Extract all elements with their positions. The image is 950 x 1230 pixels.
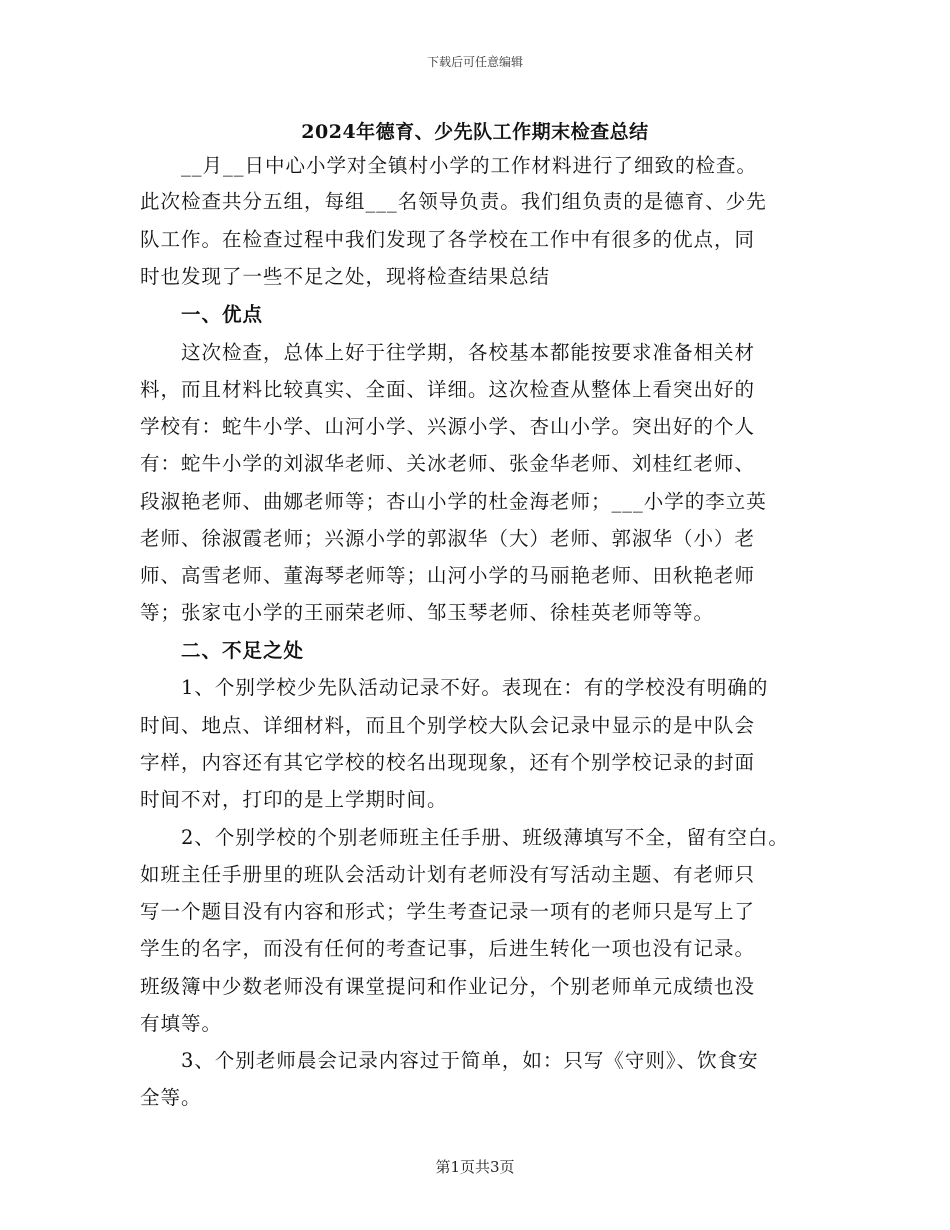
- body-line: 队工作。在检查过程中我们发现了各学校在工作中有很多的优点，同: [140, 228, 756, 251]
- body-line: 老师、徐淑霞老师；兴源小学的郭淑华（大）老师、郭淑华（小）老: [140, 527, 756, 550]
- body-line: 此次检查共分五组，每组___名领导负责。我们组负责的是德育、少先: [140, 190, 767, 213]
- body-line: 全等。: [140, 1086, 202, 1109]
- body-line: 这次检查，总体上好于往学期，各校基本都能按要求准备相关材: [140, 341, 756, 364]
- body-line: 等；张家屯小学的王丽荣老师、邹玉琴老师、徐桂英老师等等。: [140, 601, 715, 624]
- section-heading: 一、优点: [140, 303, 264, 326]
- section-heading: 二、不足之处: [140, 639, 305, 662]
- body-line: 有填等。: [140, 1012, 223, 1035]
- body-line: 写一个题目没有内容和形式；学生考查记录一项有的老师只是写上了: [140, 900, 756, 923]
- body-line: 如班主任手册里的班队会活动计划有老师没有写活动主题、有老师只: [140, 863, 756, 886]
- page-header: 下载后可任意编辑: [426, 55, 523, 69]
- document-title: 2024年德育、少先队工作期末检查总结: [301, 121, 649, 143]
- body-line: 班级簿中少数老师没有课堂提问和作业记分，个别老师单元成绩也没: [140, 975, 756, 998]
- body-line: 学校有：蛇牛小学、山河小学、兴源小学、杏山小学。突出好的个人: [140, 415, 756, 438]
- body-line: 段淑艳老师、曲娜老师等；杏山小学的杜金海老师；___小学的李立英: [140, 490, 767, 513]
- body-line: 3、个别老师晨会记录内容过于简单，如：只写《守则》、饮食安: [140, 1049, 759, 1072]
- body-line: 2、个别学校的个别老师班主任手册、班级薄填写不全，留有空白。: [140, 826, 789, 849]
- body-line: 学生的名字，而没有任何的考查记事，后进生转化一项也没有记录。: [140, 937, 756, 960]
- body-line: 料，而且材料比较真实、全面、详细。这次检查从整体上看突出好的: [140, 378, 756, 401]
- page-footer: 第1页共3页: [435, 1158, 515, 1176]
- body-line: 师、高雪老师、董海琴老师等；山河小学的马丽艳老师、田秋艳老师: [140, 564, 756, 587]
- body-line: 有：蛇牛小学的刘淑华老师、关冰老师、张金华老师、刘桂红老师、: [140, 452, 756, 475]
- body-line: 时间、地点、详细材料，而且个别学校大队会记录中显示的是中队会: [140, 714, 756, 737]
- body-line: 时也发现了一些不足之处，现将检查结果总结: [140, 265, 551, 288]
- body-line: __月__日中心小学对全镇村小学的工作材料进行了细致的检查。: [140, 154, 758, 177]
- body-line: 字样，内容还有其它学校的校名出现现象，还有个别学校记录的封面: [140, 751, 756, 774]
- body-line: 时间不对，打印的是上学期时间。: [140, 788, 448, 811]
- body-line: 1、个别学校少先队活动记录不好。表现在：有的学校没有明确的: [140, 676, 769, 699]
